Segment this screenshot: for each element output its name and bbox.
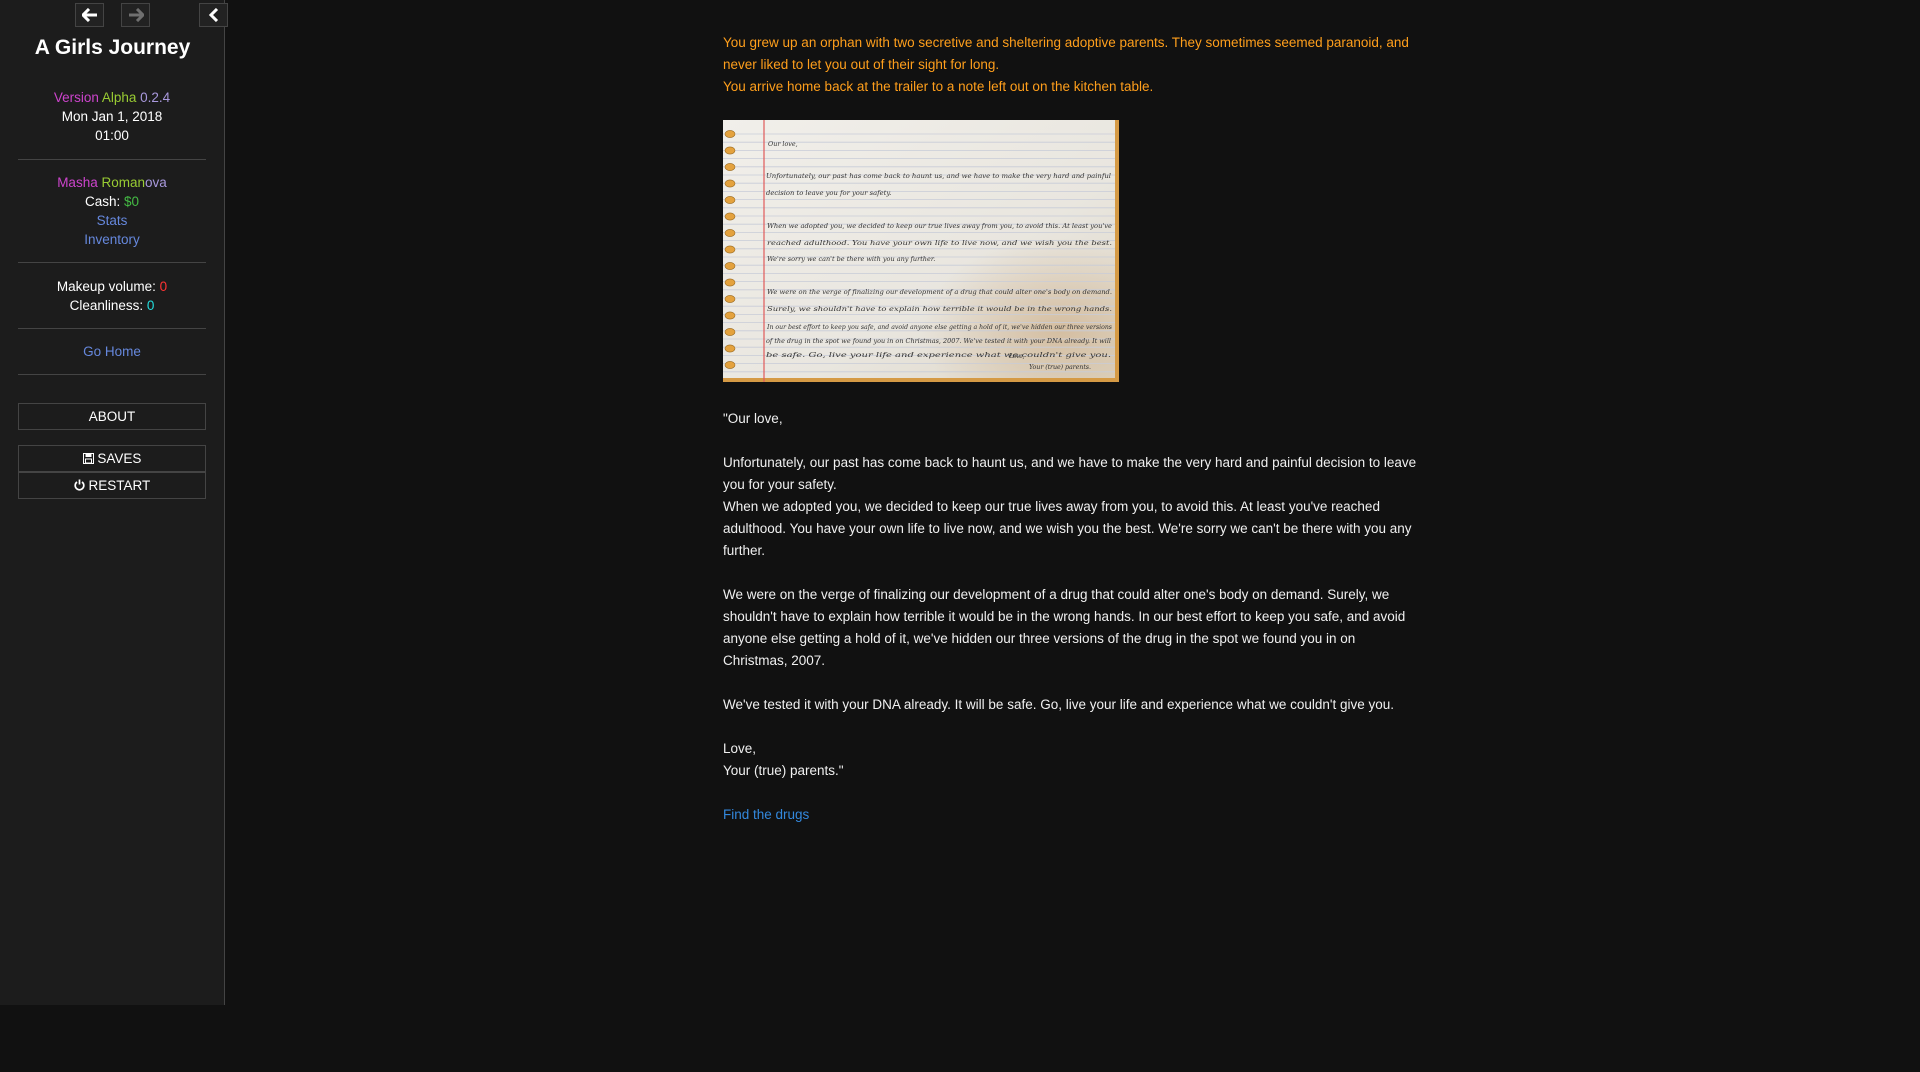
power-icon	[74, 479, 85, 491]
notebook-ring	[725, 262, 735, 269]
divider	[18, 374, 206, 375]
about-button[interactable]	[18, 403, 206, 430]
letter-image-line: When we adopted you, we decided to keep our true lives away from you, to avoid this. At least you've	[767, 222, 1113, 230]
notebook-ring	[725, 345, 735, 352]
notebook-ring	[725, 196, 735, 203]
letter-paragraph-1a: Unfortunately, our past has come back to haunt us, and we have to make the very hard and painful decision to leave you for your safety.	[723, 455, 1417, 492]
restart-label: RESTART	[88, 478, 151, 493]
letter-image-line: be safe. Go, live your life and experience what we couldn't give you.	[766, 351, 1111, 359]
game-date: Mon Jan 1, 2018	[61, 109, 163, 124]
character-info	[18, 173, 206, 249]
letter-closing-2: Your (true) parents."	[723, 763, 844, 778]
notebook-ring	[725, 246, 735, 253]
ui-bar	[0, 0, 225, 1005]
letter-closing-1: Love,	[723, 741, 757, 756]
cleanliness-label: Cleanliness:	[69, 298, 144, 313]
saves-button[interactable]	[18, 445, 206, 472]
letter-image-line: Unfortunately, our past has come back to haunt us, and we have to make the very hard and painful	[766, 172, 1111, 180]
history-back-button[interactable]	[75, 3, 104, 27]
divider	[18, 159, 206, 160]
character-last-name-a: Roman	[101, 175, 146, 190]
chevron-left-icon	[208, 8, 220, 22]
go-home-block	[18, 342, 206, 361]
cash-line	[18, 192, 206, 211]
version-word: Version	[53, 90, 99, 105]
notebook-ring	[725, 130, 735, 137]
character-name	[18, 173, 206, 192]
character-last-name-b: ova	[145, 175, 167, 190]
arrow-right-icon	[128, 8, 144, 22]
divider	[18, 262, 206, 263]
notebook-ring	[725, 328, 735, 335]
notebook-ring	[725, 361, 735, 368]
letter-paragraph-1b: When we adopted you, we decided to keep our true lives away from you, to avoid this. At least you've reached adulthood. You have your own life to live now, and we wish you the best. We're sorry we can't be there with you any further.	[723, 499, 1412, 558]
passage	[723, 32, 1423, 826]
letter-image-line: Love,	[1009, 352, 1025, 360]
letter-image-line: of the drug in the spot we found you in on Christmas, 2007. We've tested it with your DNA already. It will	[766, 337, 1111, 345]
story-title: A Girls Journey	[34, 36, 191, 59]
makeup-label: Makeup volume:	[56, 279, 156, 294]
letter-greeting: "Our love,	[723, 411, 783, 426]
find-the-drugs-link[interactable]: Find the drugs	[723, 807, 810, 822]
cleanliness-value: 0	[146, 298, 155, 313]
letter-text	[723, 408, 1423, 826]
ui-bar-toggle-button[interactable]	[199, 3, 228, 27]
status-info	[18, 277, 206, 315]
makeup-line	[18, 277, 206, 296]
notebook-ring	[725, 229, 735, 236]
intro-text-1: You grew up an orphan with two secretive and sheltering adoptive parents. They sometimes seemed paranoid, and never liked to let you out of their sight for long.	[723, 35, 1409, 72]
cash-value: $0	[124, 194, 140, 209]
letter-image-line: We're sorry we can't be there with you any further.	[767, 255, 936, 263]
saves-label: SAVES	[97, 451, 142, 466]
letter-image-line: In our best effort to keep you safe, and avoid anyone else getting a hold of it, we've hidden our three versions	[766, 323, 1113, 331]
letter-image-line: Your (true) parents.	[1029, 363, 1091, 371]
letter-image-line: Surely, we shouldn't have to explain how terrible it would be in the wrong hands.	[767, 305, 1112, 313]
makeup-value: 0	[159, 279, 168, 294]
notebook-ring	[725, 163, 735, 170]
notebook-ring	[725, 213, 735, 220]
about-label: ABOUT	[88, 409, 136, 424]
notebook-ring	[725, 279, 735, 286]
game-time: 01:00	[95, 128, 129, 143]
divider	[18, 328, 206, 329]
notebook-ring	[725, 180, 735, 187]
letter-image	[723, 120, 1119, 382]
character-first-name: Masha	[57, 175, 98, 190]
inventory-link[interactable]: Inventory	[84, 232, 140, 247]
version-number: 0.2.4	[140, 90, 171, 105]
cash-label: Cash:	[84, 194, 121, 209]
letter-image-line: decision to leave you for your safety.	[766, 189, 892, 197]
letter-image-line: reached adulthood. You have your own life to live now, and we wish you the best.	[767, 239, 1112, 247]
letter-paragraph-3: We've tested it with your DNA already. It will be safe. Go, live your life and experience what we couldn't give you.	[723, 697, 1394, 712]
stats-link[interactable]: Stats	[96, 213, 128, 228]
go-home-link[interactable]: Go Home	[83, 344, 141, 359]
story-info	[18, 88, 206, 145]
version-line	[18, 88, 206, 107]
history-forward-button[interactable]	[121, 3, 150, 27]
letter-paragraph-2: We were on the verge of finalizing our development of a drug that could alter one's body on demand. Surely, we shouldn't have to explain how terrible it would be in the wrong hands. In our best effort to keep you safe, and avoid anyone else getting a hold of it, we've hidden our three versions of the drug in the spot we found you in on Christmas, 2007.	[723, 587, 1406, 668]
arrow-left-icon	[82, 8, 98, 22]
intro-text-2: You arrive home back at the trailer to a note left out on the kitchen table.	[723, 79, 1154, 94]
notebook-ring	[725, 295, 735, 302]
cleanliness-line	[18, 296, 206, 315]
version-stage: Alpha	[101, 90, 137, 105]
restart-button[interactable]	[18, 472, 206, 499]
notebook-ring	[725, 312, 735, 319]
bottom-strip	[0, 1005, 1920, 1072]
floppy-disk-icon	[83, 453, 94, 464]
letter-image-line: We were on the verge of finalizing our development of a drug that could alter one's body on demand.	[767, 288, 1112, 296]
notebook-ring	[725, 147, 735, 154]
letter-image-line: Our love,	[768, 140, 798, 148]
